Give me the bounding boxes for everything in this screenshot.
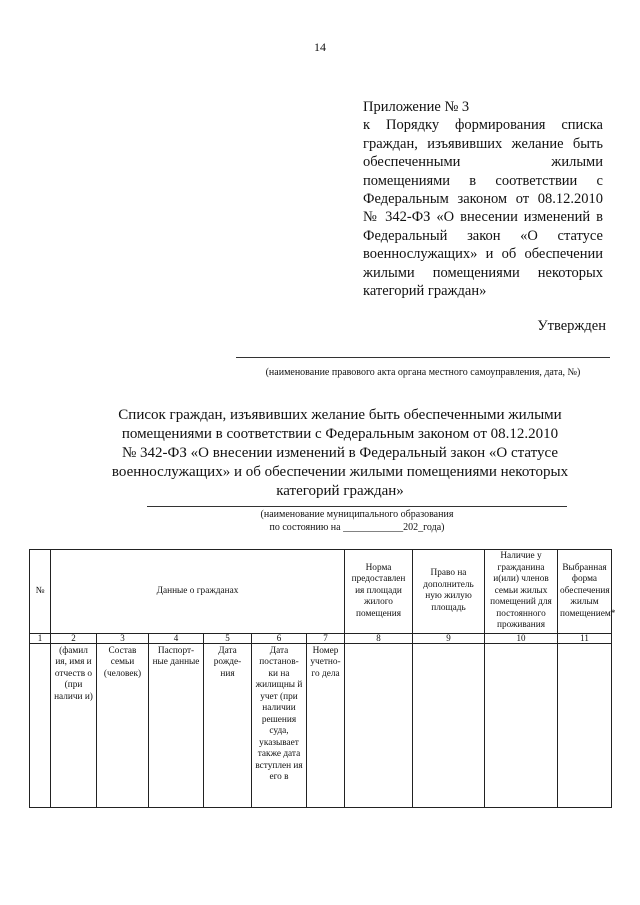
column-number: 7	[307, 633, 345, 643]
list-title-line: помещениями в соответствии с Федеральным законом от 08.12.2010	[121, 426, 559, 442]
legal-act-caption: (наименование правового акта органа местного самоуправления, дата, №)	[265, 367, 581, 378]
list-title	[40, 406, 640, 501]
appendix-line: № 342-ФЗ «О внесении изменений в	[363, 209, 603, 226]
appendix-line: к Порядку формирования списка	[363, 117, 603, 134]
subheader-name: (фамил ия, имя и отчеств о (при наличи и)	[51, 643, 97, 807]
list-title-line: Список граждан, изъявивших желание быть обеспеченными жилыми	[118, 407, 562, 423]
municipal-caption	[147, 508, 567, 534]
list-title-line: № 342-ФЗ «О внесении изменений в Федеральный закон «О статусе	[121, 445, 559, 461]
header-citizens-data: Данные о гражданах	[51, 550, 345, 634]
header-number: №	[30, 550, 51, 634]
appendix-line: Приложение № 3	[363, 99, 470, 115]
approved-label: Утвержден	[537, 318, 606, 334]
column-number: 8	[345, 633, 413, 643]
page-number: 14	[314, 40, 326, 54]
column-number: 11	[558, 633, 612, 643]
municipal-caption-line: (наименование муниципального образования	[260, 509, 454, 520]
column-number: 5	[204, 633, 252, 643]
subheader-family-size: Состав семьи (человек)	[97, 643, 149, 807]
municipal-line	[147, 506, 567, 507]
appendix-line: Федеральный закон «О статусе	[363, 227, 603, 244]
appendix-line: обеспеченными жилыми	[363, 154, 603, 171]
citizens-table	[29, 549, 616, 808]
column-number: 2	[51, 633, 97, 643]
appendix-line: жилыми помещениями некоторых	[363, 264, 603, 281]
appendix-heading	[363, 98, 603, 300]
legal-act-line	[236, 357, 610, 358]
list-title-line: военнослужащих» и об обеспечении жилыми помещениями некоторых	[111, 464, 569, 480]
header-chosen-form: Выбранная форма обеспечения жилым помещением*	[558, 550, 612, 634]
empty-cell	[30, 643, 51, 807]
subheader-registration-date: Дата постанов- ки на жилищны й учет (при наличии решения суда, указывает также дата вступлен ия его в	[252, 643, 307, 807]
empty-cell	[485, 643, 558, 807]
empty-cell	[558, 643, 612, 807]
appendix-line: военнослужащих» и об обеспечении	[363, 246, 603, 263]
header-extra-area-right: Право на дополнитель ную жилую площадь	[413, 550, 485, 634]
subheader-row	[30, 643, 612, 807]
list-title-line: категорий граждан»	[276, 483, 404, 499]
column-number: 1	[30, 633, 51, 643]
column-number: 6	[252, 633, 307, 643]
subheader-birth-date: Дата рожде- ния	[204, 643, 252, 807]
appendix-line: Федеральным законом от 08.12.2010	[363, 191, 603, 208]
subheader-file-number: Номер учетно- го дела	[307, 643, 345, 807]
empty-cell	[413, 643, 485, 807]
empty-cell	[345, 643, 413, 807]
column-number: 9	[413, 633, 485, 643]
column-number: 10	[485, 633, 558, 643]
appendix-line: граждан, изъявивших желание быть	[363, 135, 603, 152]
appendix-line: помещениями в соответствии с	[363, 172, 603, 189]
municipal-caption-date: по состоянию на ____________202_года)	[269, 522, 445, 533]
subheader-passport: Паспорт- ные данные	[149, 643, 204, 807]
appendix-line: категорий граждан»	[363, 283, 487, 300]
table-header-row	[30, 550, 612, 634]
column-number: 3	[97, 633, 149, 643]
header-family-premises: Наличие у гражданина и(или) членов семьи жилых помещений для постоянного проживания	[485, 550, 558, 634]
header-area-norm: Норма предоставлен ия площади жилого помещения	[345, 550, 413, 634]
column-number: 4	[149, 633, 204, 643]
column-number-row	[30, 633, 612, 643]
